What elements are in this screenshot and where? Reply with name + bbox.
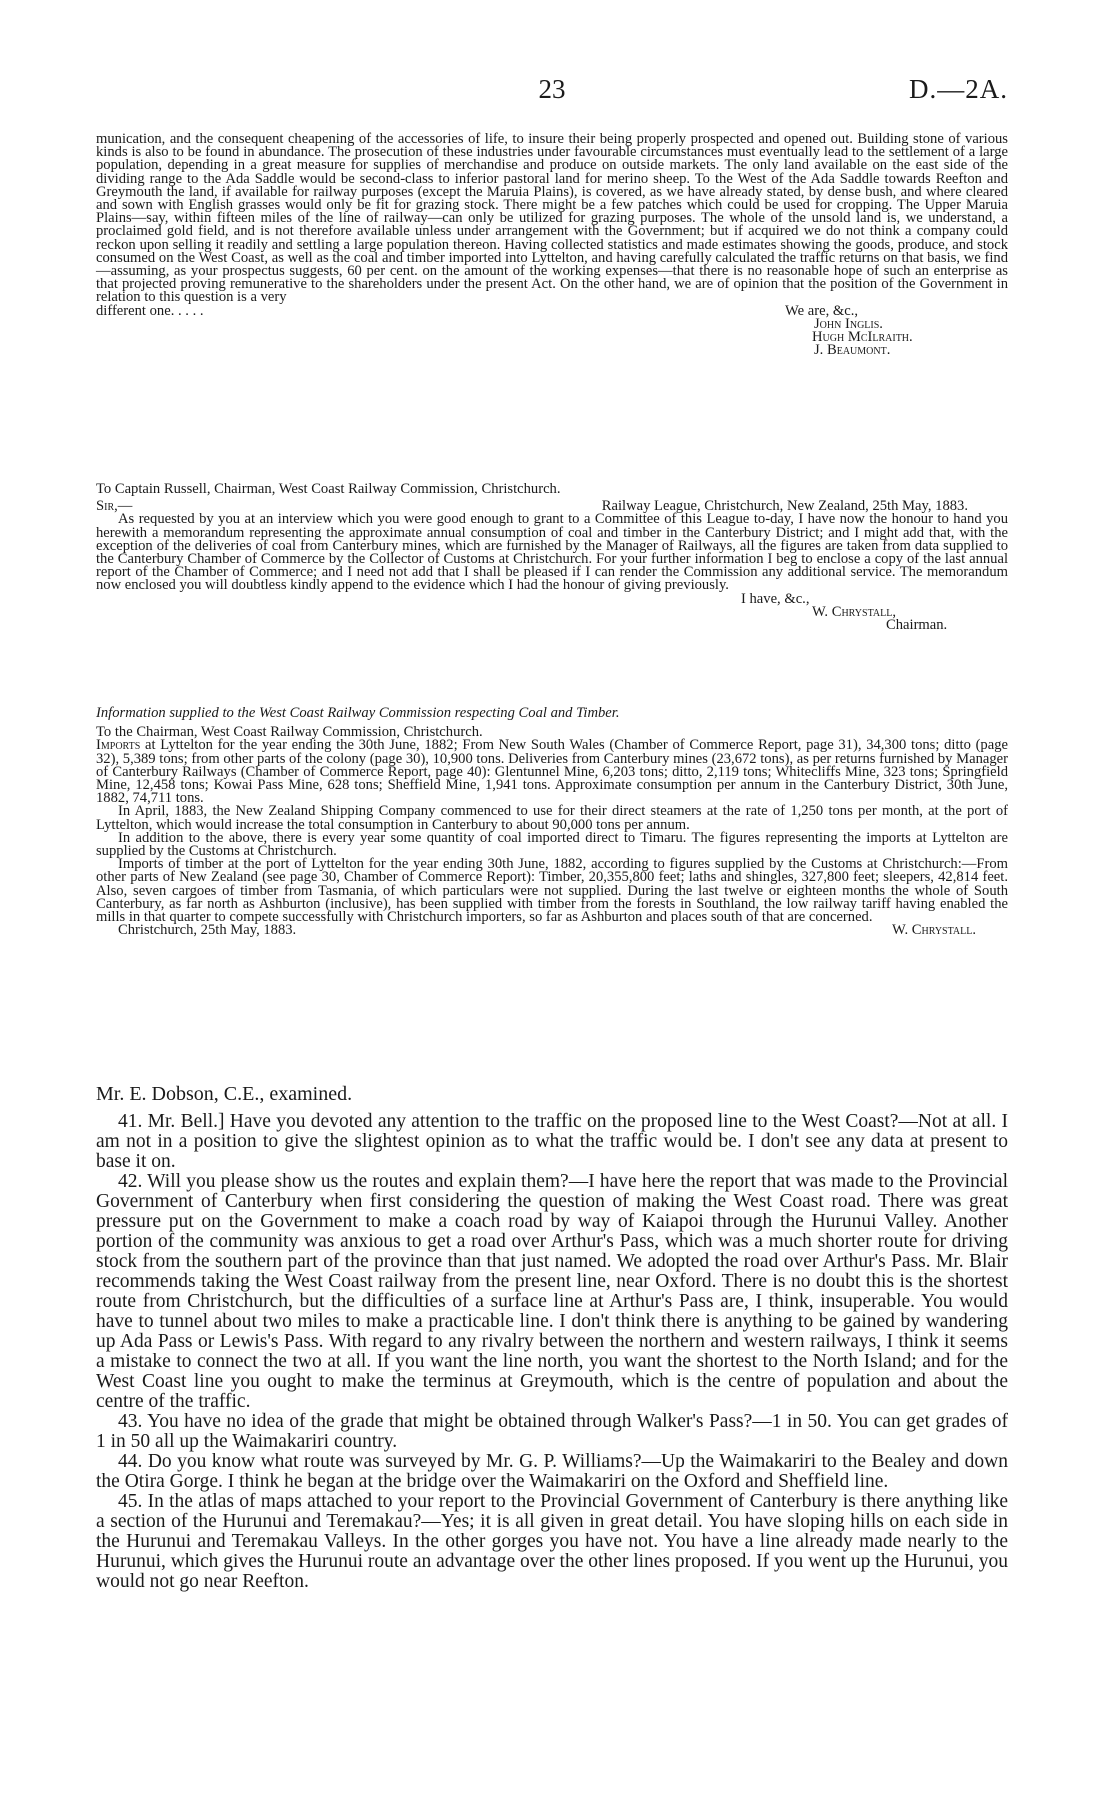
memo-coal-timber <box>96 707 1008 937</box>
page-code: D.—2A. <box>909 74 1008 104</box>
letter-chrystall <box>96 483 1008 632</box>
memo-footer-signature: W. Chrystall. <box>892 922 976 939</box>
letter2-salutation: Sir,— <box>96 498 133 515</box>
memo-paragraph: In April, 1883, the New Zealand Shipping Company commenced to use for their direct steamers at the rate of 1,250 tons per month, at the port of Lyttelton, which would increase the total consumption in Canterbury to about 90,000 tons per annum. <box>96 803 1008 833</box>
page-number: 23 <box>538 74 566 104</box>
page-header <box>96 74 1008 114</box>
evidence-section <box>96 1084 1008 1592</box>
memo-address: To the Chairman, West Coast Railway Commission, Christchurch. <box>96 724 483 741</box>
memo-paragraph: Imports of timber at the port of Lyttelton for the year ending 30th June, 1882, according to figures supplied by the Customs at Christchurch:—From other parts of New Zealand (see page 30, Chamber of Commerce Report): Timber, 20,355,800 feet; laths and shingles, 327,800 feet; sleepers, 42,814 feet. Also, seven cargoes of timber from Tasmania, of which particulars were not supplied. During the last twelve or eighteen months the whole of South Canterbury, as far north as Ashburton (inclusive), has been supplied with timber from the forests in Southland, the low railway tariff having enabled the mills in that quarter to compete successfully with Christchurch importers, so far as Ashburton and places south of that are concerned. <box>96 856 1008 926</box>
memo-paragraph <box>96 739 1008 805</box>
letter1-last-line: different one. . . . . <box>96 302 204 319</box>
letter2-signatory: W. Chrystall, <box>812 603 896 620</box>
letter1-body: munication, and the consequent cheapening of the accessories of life, to insure their being properly prospected and opened out. Building stone of various kinds is also to be found in abundance. The prosecution of these industries under favourable circumstances must eventually lead to the settlement of a large population, depending in a great measure for supplies of merchandise and produce on outside markets. The only land available on the east side of the dividing range to the Ada Saddle would be second-class to inferior pastoral land for merino sheep. To the West of the Ada Saddle towards Reefton and Greymouth the land, if available for railway purposes (except the Maruia Plains), is covered, as we have already stated, by dense bush, and where cleared and sown with English grasses would only be fit for grazing stock. There might be a few patches which could be used for cropping. The Upper Maruia Plains—say, within fifteen miles of the line of railway—can only be utilized for grazing purposes. The whole of the unsold land is, we understand, a proclaimed gold field, and is not therefore available unless under arrangement with the Government; but if acquired we do not think a company could reckon upon selling it readily and settling a large population thereon. Having collected statistics and made estimates showing the goods, produce, and stock consumed on the West Coast, as well as the coal and timber imported into Lyttelton, and having carefully calculated the traffic returns on that basis, we find—assuming, as your prospectus suggests, 60 per cent. on the amount of the working expenses—that there is no reasonable hope of such an enterprise as that projected proving remunerative to the shareholders under the present Act. On the other hand, we are of opinion that the position of the Government in relation to this question is a very <box>96 131 1008 306</box>
evidence-heading: Mr. E. Dobson, C.E., examined. <box>96 1083 353 1105</box>
letter1-signatories <box>812 315 1008 359</box>
evidence-question: 45. In the atlas of maps attached to your report to the Provincial Government of Canterbury is there anything like a section of the Hurunui and Teremakau?—Yes; it is all given in great detail. You have sloping hills on each side in the Hurunui and Teremakau Valleys. In the other gorges you have not. You have a line already made nearly to the Hurunui, which gives the Hurunui route an advantage over the other lines proposed. If you went up the Hurunui, you would not go near Reefton. <box>96 1491 1008 1592</box>
letter1-closing: We are, &c., <box>785 302 858 319</box>
memo-paragraph: In addition to the above, there is every year some quantity of coal imported direct to Timaru. The figures representing the imports at Lyttelton are supplied by the Customs at Christchurch. <box>96 829 1008 860</box>
letter-commissioners <box>96 133 1008 357</box>
memo-footer-place: Christchurch, 25th May, 1883. <box>118 922 297 939</box>
memo-paragraph-text: at Lyttelton for the year ending the 30th June, 1882; From New South Wales (Chamber of Commerce Report, page 31), 34,300 tons; ditto (page 32), 5,389 tons; from other parts of the colony (page 30), 10,900 tons. Deliveries from Canterbury mines (23,672 tons), as per returns furnished by Manager of Canterbury Railways (Chamber of Commerce Report, page 40): Glentunnel Mine, 6,203 tons; ditto, 2,119 tons; Whitecliffs Mine, 323 tons; Springfield Mine, 12,458 tons; Kowai Pass Mine, 628 tons; Sheffield Mine, 1,941 tons. Approximate consumption per annum in the Canterbury District, 30th June, 1882, 74,711 tons. <box>96 737 1008 807</box>
memo-title: Information supplied to the West Coast Railway Commission respecting Coal and Timber. <box>96 705 620 721</box>
evidence-question: 42. Will you please show us the routes and explain them?—I have here the report that was made to the Provincial Government of Canterbury when first considering the question of making the West Coast road. There was great pressure put on the Government to make a coach road by way of Kaiapoi through the Hurunui Valley. Another portion of the community was anxious to get a road over Arthur's Pass, which was a much shorter route for driving stock from the southern part of the province than that just named. We adopted the road over Arthur's Pass. Mr. Blair recommends taking the West Coast railway from the present line, near Oxford. There is no doubt this is the shortest route from Christchurch, but the difficulties of a surface line at Arthur's Pass are, I think, insuperable. You would have to tunnel about two miles to make a practicable line. I don't think there is anything to be gained by wandering up Ada Pass or Lewis's Pass. With regard to any rivalry between the northern and western railways, I think it seems a mistake to connect the two at all. If you want the line north, you want the shortest to the North Island; and for the West Coast line you ought to make the terminus at Greymouth, which is the centre of population and about the centre of the traffic. <box>96 1171 1008 1412</box>
signatory: Hugh McIlraith. <box>812 329 913 346</box>
memo-footer <box>96 924 1008 937</box>
letter2-place-date: Railway League, Christchurch, New Zealand, 25th May, 1883. <box>601 498 968 515</box>
letter2-address: To Captain Russell, Chairman, West Coast Railway Commission, Christchurch. <box>96 481 561 497</box>
evidence-question: 43. You have no idea of the grade that might be obtained through Walker's Pass?—1 in 50. You can get grades of 1 in 50 all up the Waimakariri country. <box>96 1411 1008 1452</box>
evidence-question: 41. Mr. Bell.] Have you devoted any attention to the traffic on the proposed line to the West Coast?—Not at all. I am not in a position to give the slightest opinion as to what the traffic would be. I don't see any data at present to base it on. <box>96 1111 1008 1172</box>
letter2-body: As requested by you at an interview which you were good enough to grant to a Committee of this League to-day, I have now the honour to hand you herewith a memorandum representing the approximate annual consumption of coal and timber in the Canterbury District; and I might add that, with the exception of the deliveries of coal from Canterbury mines, which are furnished by the Manager of Railways, all the figures are taken from data supplied to the Canterbury Chamber of Commerce by the Collector of Customs at Christchurch. For your further information I beg to enclose a copy of the last annual report of the Chamber of Commerce; and I need not add that I shall be pleased if I can render the Commission any additional service. The memorandum now enclosed you will doubtless kindly append to the evidence which I had the honour of giving previously. <box>96 511 1008 594</box>
signatory: John Inglis. <box>814 315 883 332</box>
signatory: J. Beaumont. <box>814 342 891 359</box>
evidence-question: 44. Do you know what route was surveyed by Mr. G. P. Williams?—Up the Waimakariri to the Bealey and down the Otira Gorge. I think he began at the bridge over the Waimakariri on the Oxford and Sheffield line. <box>96 1451 1008 1492</box>
letter2-title: Chairman. <box>886 617 948 634</box>
memo-lead: Imports <box>96 737 141 754</box>
letter2-closing: I have, &c., <box>741 590 810 607</box>
